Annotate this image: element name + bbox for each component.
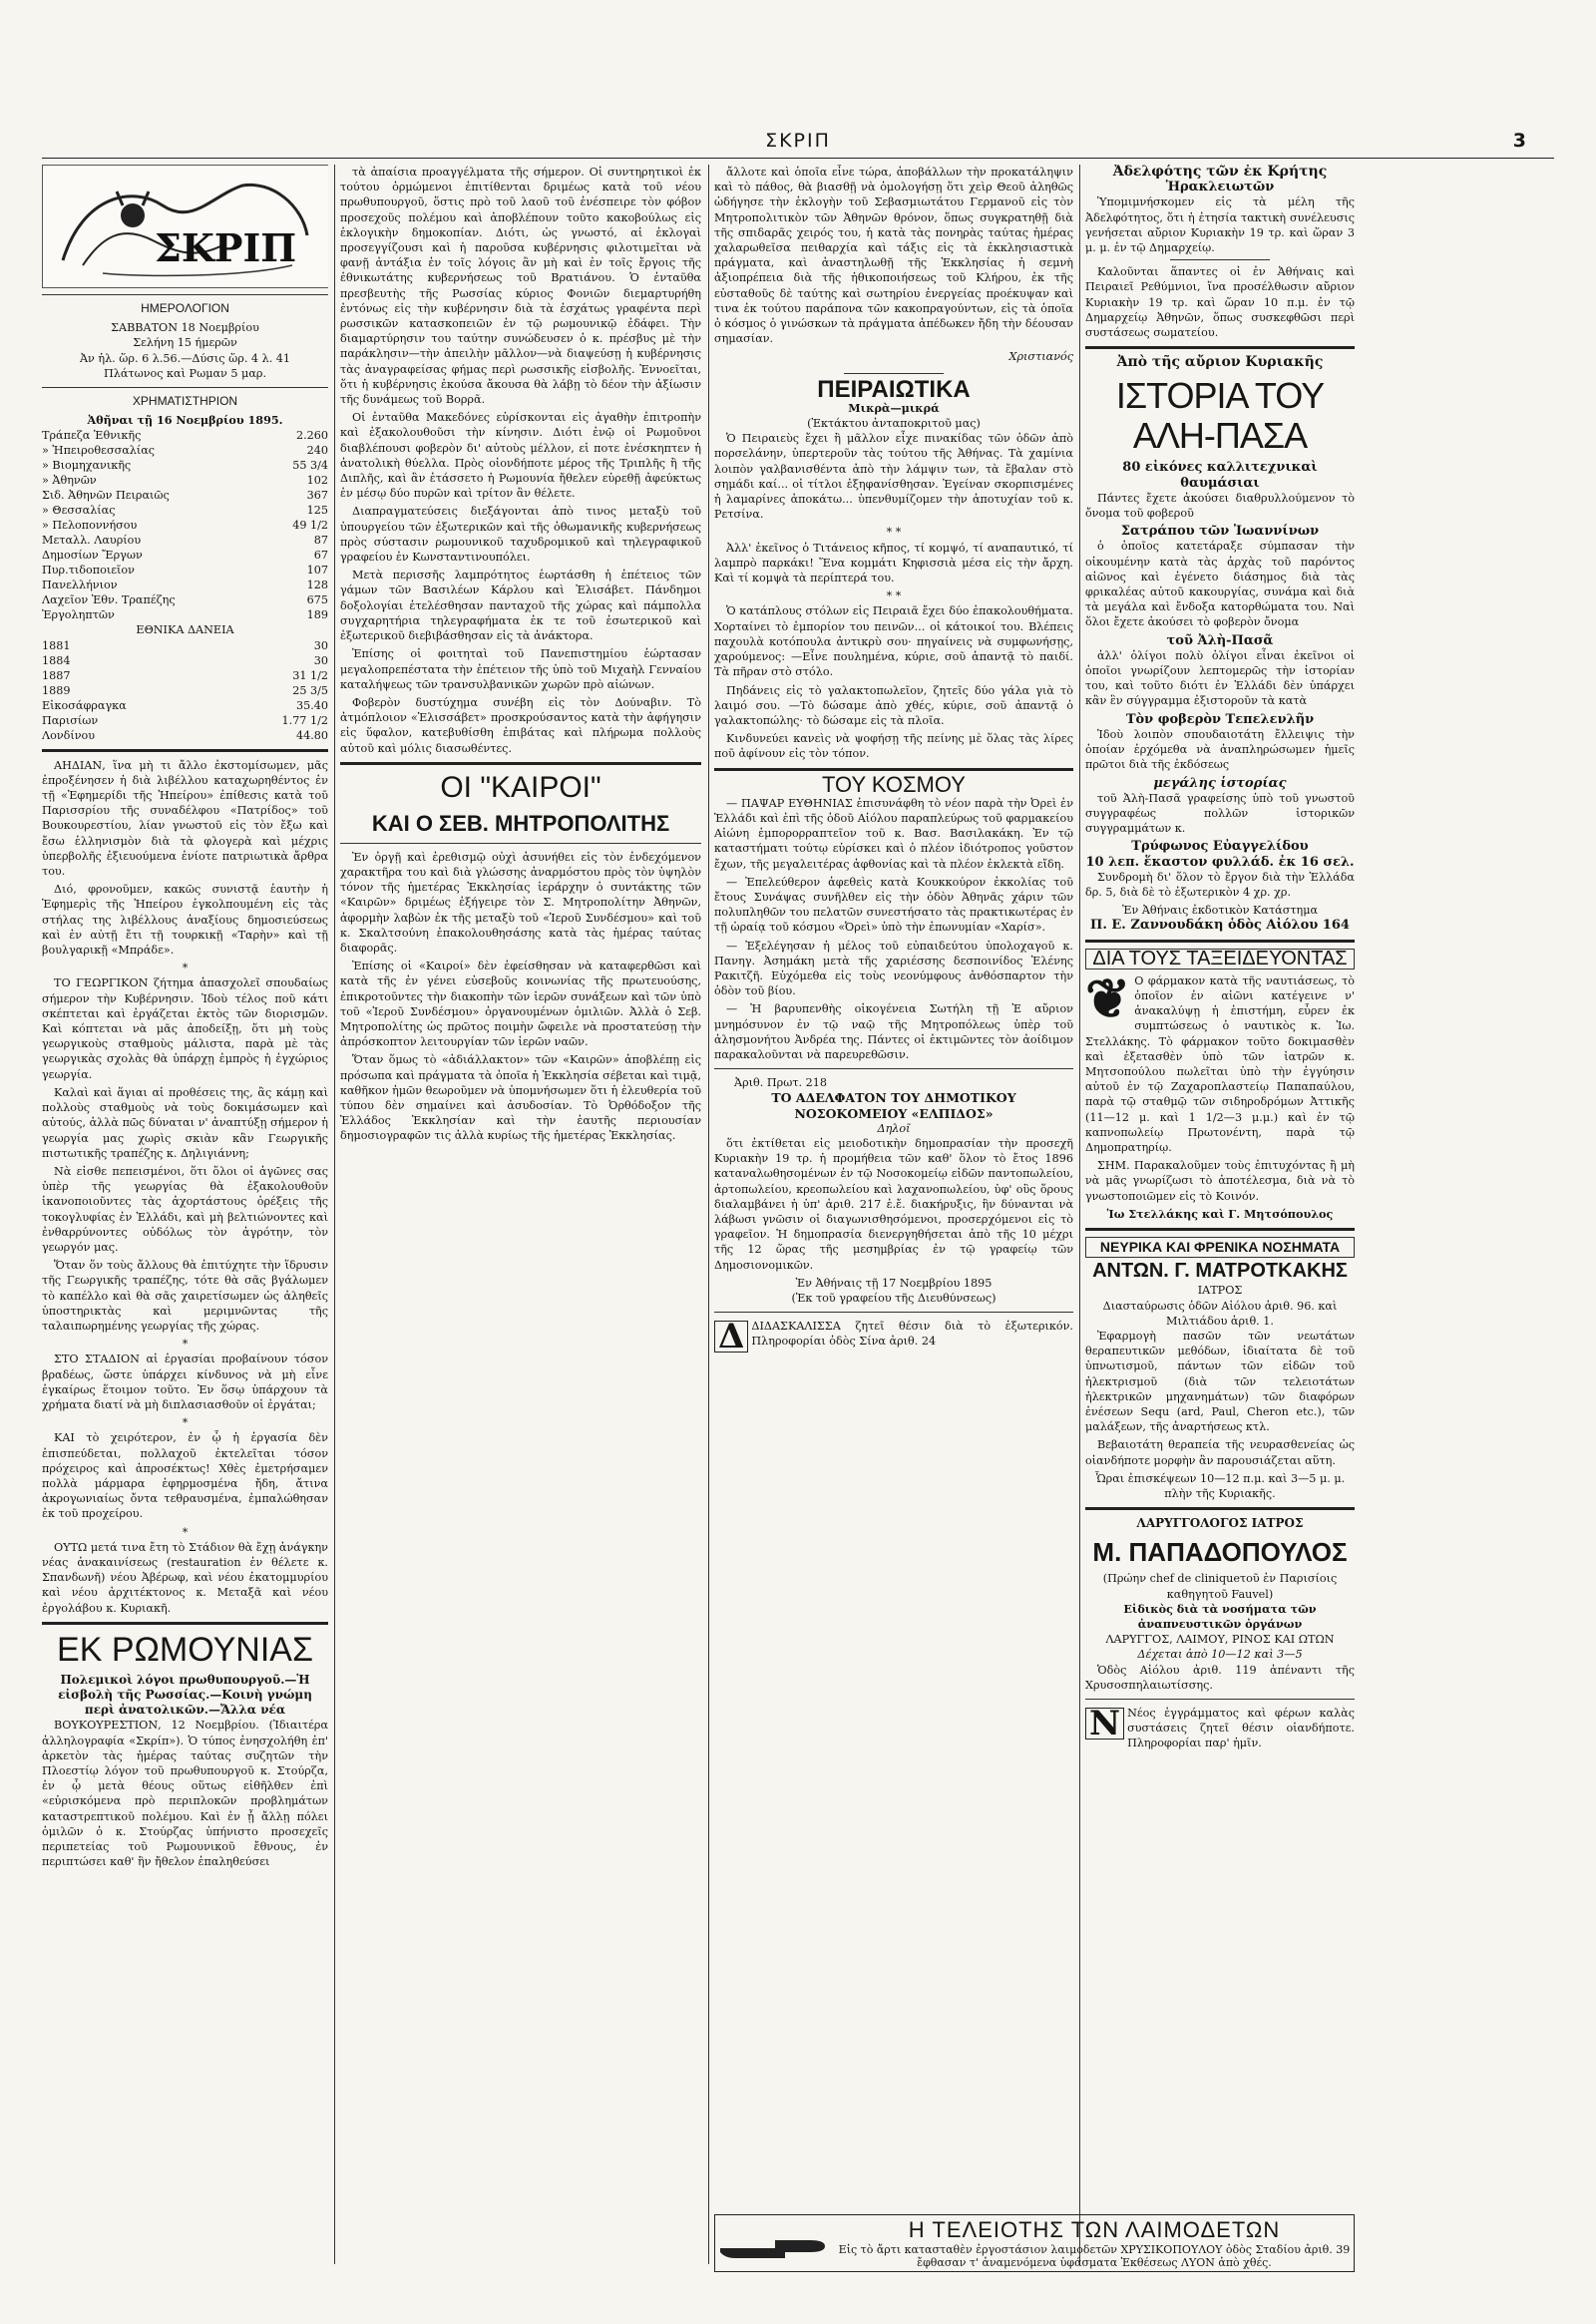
row-label: 1881 [42, 638, 71, 652]
row-label: » Θεσσαλίας [42, 504, 116, 518]
footer-ad [714, 2206, 1355, 2272]
row-value: 44.80 [295, 728, 328, 742]
kairoi-paragraph-3: Ὅταν ὅμως τὸ «ἀδιάλλακτον» τῶν «Καιρῶν» ἀποβλέπῃ εἰς πρόσωπα καὶ πράγματα τὰ ὁποῖα ἡ Ἐκκλησία σέβεται καὶ τιμᾷ, καθῆκον ἡμῶν θεωροῦμεν νὰ ὑπομνήσωμεν ὅτι ἡ ἐλευθερία τοῦ τύπου δὲν σημαίνει καὶ ἀσυδοσίαν. Τὸ Ὀρθόδοξον τῆς Ἑλλάδος Ἐκκλησίαν καὶ τὴν ἑαυτῆς περιουσίαν δημοσιογραφῶν τις ἀλλὰ κυρίως τῆς ἡμετέρας Ἐκκλησίας. [340, 1053, 701, 1143]
row-label: » Πελοποννήσου [42, 519, 138, 533]
devil-logo-illustration [42, 165, 328, 288]
ali-text: Πάντες ἔχετε ἀκούσει διαθρυλλούμενον τὸ ὄνομα τοῦ φοβεροῦ [1085, 491, 1355, 521]
row-value: 675 [306, 593, 328, 607]
row-value: 2.260 [295, 429, 328, 443]
kosmou-title: ΤΟΥ ΚΟΣΜΟΥ [822, 771, 966, 797]
ali-bold-4: μεγάλης ἱστορίας [1153, 775, 1287, 791]
row-value: 49 1/2 [292, 519, 328, 533]
kosmou-4: — Ἡ βαρυπενθὴς οἰκογένεια Σωτήλη τῇ Ἐ αὔριον μνημόσυνον ἐν τῷ ναῷ τῆς Μητροπόλεως ὑπὲρ τοῦ ἀλησμονήτου Ἀνδρέα της. Πάντες οἱ ἐκτιμῶντες τὸν ἀοίδιμον παρακαλοῦνται νὰ παρευρεθῶσιν. [714, 1002, 1073, 1061]
calendar-saints: Πλάτωνος καὶ Ρωμαν 5 μαρ. [103, 366, 267, 380]
column-2 [340, 165, 701, 2264]
ali-author: Τρύφωνος Εὐαγγελίδου [1131, 839, 1309, 855]
row-label: Σιδ. Ἀθηνῶν Πειραιῶς [42, 489, 170, 503]
row-value: 367 [306, 489, 328, 503]
row-value: 31 1/2 [292, 668, 328, 682]
row-label: Εἰκοσάφραγκα [42, 698, 127, 712]
kairoi-subtitle: ΚΑΙ Ο ΣΕΒ. ΜΗΤΡΟΠΟΛΙΤΗΣ [371, 810, 670, 836]
youth-ad: Νέος ἐγγράμματος καὶ φέρων καλὰς συστάσεις ζητεῖ θέσιν οἱανδήποτε. Πληροφορίαι παρ' ἡμῖν. [1127, 1707, 1355, 1750]
row-label: Πυρ.τιδοποιεῖον [42, 564, 135, 578]
article-outo: ΟΥΤΩ μετά τινα ἔτη τὸ Στάδιον θὰ ἔχῃ ἀνάγκην νέας ἀνακαινίσεως (restauration ἐν θέλετε κ. Σπανδωνῆ) νέου Ἀβέρωφ, καὶ νέου ἐκατομμυρίου καὶ νέου ἀρχιτέκτονος κ. Μεταξᾶ καὶ νέου ἐργολάβου κ. Κυριακῆ. [42, 1540, 328, 1615]
article-georgikon: ΤΟ ΓΕΩΡΓΙΚΟΝ ζήτημα ἀπασχολεῖ σπουδαίως σήμερον τὴν Κυβέρνησιν. Ἰδοὺ τέλος ποῦ κάτι σκέπτεται καὶ ἐργάζεται ἐκτὸς τῶν διορισμῶν. Καὶ κόπτεται νὰ μᾶς ἀποδείξῃ, ὅτι μὴ τοὺς γεωργικοὺς σταθμοὺς μάλιστα, παρὰ μὲ τὰς γεωργικὰς σχολὰς θὰ ὑπάρχῃ ἐμπρὸς ἡ ἐγχώριος γεωργία. [42, 976, 328, 1081]
adelfato-date: Ἐν Ἀθήναις τῇ 17 Νοεμβρίου 1895 [795, 1276, 993, 1290]
adelfato-signature: (Ἐκ τοῦ γραφείου τῆς Διευθύνσεως) [791, 1292, 997, 1306]
crete-text: Ὑπομιμνήσκομεν εἰς τὰ μέλη τῆς Ἀδελφότητος, ὅτι ἡ ἐτησία τακτικὴ συνέλευσις γενήσεται αὔριον Κυριακὴν 19 τρ. καὶ ὥραν 3 μ. μ. ἐν τῷ Δημαρχείῳ. [1085, 195, 1355, 255]
ali-title: ΙΣΤΟΡΙΑ ΤΟΥ ΑΛΗ-ΠΑΣΑ [1115, 375, 1325, 457]
table-row [42, 592, 328, 607]
travel-signature: Ἰω Στελλάκης καὶ Γ. Μητσόπουλος [1106, 1206, 1334, 1221]
row-label: Λονδίνου [42, 728, 96, 742]
row-value: 35.40 [295, 698, 328, 712]
romounia-subtitle: Πολεμικοὶ λόγοι πρωθυπουργοῦ.—Ἡ εἰσβολὴ τῆς Ρωσσίας.—Κοινὴ γνώμη περὶ ἀνατολικῶν.—Ἄλλα νέα [58, 1672, 312, 1718]
ali-subscription: Συνδρομὴ δι' ὅλον τὸ ἔργον διὰ τὴν Ἑλλάδα δρ. 5, διὰ δὲ τὸ ἐξωτερικὸν 4 χρ. χρ. [1085, 870, 1355, 899]
table-row [42, 607, 328, 622]
laryngologist-name: Μ. ΠΑΠΑΔΟΠΟΥΛΟΣ [1092, 1537, 1348, 1568]
row-value: 107 [306, 564, 328, 578]
ali-bold-1: Σατράπου τῶν Ἰωαννίνων [1120, 524, 1320, 540]
peiraiotika-source: (Ἐκτάκτου ἀνταποκριτοῦ μας) [807, 417, 981, 431]
logo-text: ΣΚΡΙΠ [155, 225, 297, 270]
row-label: Τράπεζα Ἐθνικῆς [42, 429, 142, 443]
signature-christianos: Χριστιανός [1008, 350, 1073, 364]
doctor-banner: ΝΕΥΡΙΚΑ ΚΑΙ ΦΡΕΝΙΚΑ ΝΟΣΗΜΑΤΑ [1085, 1237, 1355, 1258]
article-ahdian-2: Διό, φρονοῦμεν, κακῶς συνιστᾷ ἑαυτὴν ἡ Ἐφημερὶς τῆς Ἠπείρου ἐγκολπουμένη εἰς τὰς στήλας της λιβέλλους ἀναξίους δημοσιεύσεως καὶ ἐν αὐτῇ ἔτι τῇ τουρκικῇ «Ταρὴν» καὶ τῇ βουλγαρικῇ «Μπράδε». [42, 883, 328, 958]
row-value: 25 3/5 [292, 683, 328, 697]
calendar-day: ΣΑΒΒΑΤΟΝ 18 Νοεμβρίου [111, 321, 259, 335]
table-row [42, 533, 328, 548]
protocol-number: Ἀριθ. Πρωτ. 218 [734, 1076, 828, 1090]
table-row [42, 683, 328, 698]
table-row [42, 638, 328, 653]
ali-price: 10 λεπ. ἕκαστον φυλλάδ. ἐκ 16 σελ. [1085, 854, 1355, 870]
exchange-date: Ἀθῆναι τῇ 16 Νοεμβρίου 1895. [87, 413, 283, 428]
row-label: Παρισίων [42, 713, 99, 727]
ali-text-3: ἀλλ' ὀλίγοι πολὺ ὀλίγοι εἶναι ἐκεῖνοι οἱ ὁποῖοι γνωρίζουν λεπτομερῶς τὴν ἱστορίαν του, καὶ τοῦτο διότι ἐν Ἑλλάδι δὲν ὑπάρχει κἂν ἓν σύγγραμμα ἐξιστοροῦν τὰ κατὰ [1085, 648, 1355, 708]
column-rule [334, 165, 335, 2264]
romounia-text: ΒΟΥΚΟΥΡΕΣΤΙΟΝ, 12 Νοεμβρίου. (Ἰδιαιτέρα ἀλληλογραφία «Σκρίπ»). Ὁ τύπος ἐνησχολήθη ἐπ' ἀρκετὸν τὰς ἡμέρας ταύτας συζητῶν τὴν Πλοεστίῳ λόγον τοῦ πρωθυπουργοῦ κ. Στούρζα, ἐν ᾧ μετὰ θέους οὕτως εἰθῆλθεν ἐπὶ «εὐρισκόμενα πρὸ περιπλοκῶν προβλημάτων καταστρεπτικοῦ πολέμου. Καὶ ἐν ᾗ ἄλλῃ πόλει ὁμιλῶν ὁ κ. Στούρζας ὑπήνιστο προσεχεῖς περιπετείας τοῦ Ρωμουνικοῦ ἔθνους, ἐν περιπτώσει καθ' ἣν ἤθελον ἐπαληθεύσει [42, 1719, 328, 1869]
table-row [42, 578, 328, 592]
laryngologist-organs: ΛΑΡΥΓΓΟΣ, ΛΑΙΜΟΥ, ΡΙΝΟΣ ΚΑΙ ΩΤΩΝ [1105, 1633, 1335, 1647]
ali-text-4: Ἰδοὺ λοιπὸν σπουδαιοτάτη ἔλλειψις τὴν ὁποίαν ἐρχόμεθα νὰ ἀναπληρώσωμεν ἡμεῖς πρῶτοι διὰ τῆς ἐκδόσεως [1085, 727, 1355, 772]
row-label: Ἐργοληπτῶν [42, 608, 115, 622]
peiraiotika-4: Πηδάνεις εἰς τὸ γαλακτοπωλεῖον, ζητεῖς δύο γάλα γιὰ τὸ λαιμό σου. —Τὸ δώσαμε ἀπὸ χθές, κύριε, σοῦ ἀπαντᾷ ὁ γαλακτοπώλης· τὸ δώσαμε εἰς τὰ πλοῖα. [714, 683, 1073, 727]
calendar-moon: Σελήνη 15 ήμερῶν [133, 336, 237, 350]
row-value: 189 [306, 608, 328, 622]
peiraiotika-title: ΠΕΙΡΑΙΩΤΙΚΑ [817, 375, 971, 403]
row-value: 102 [306, 474, 328, 488]
table-row [42, 548, 328, 563]
table-row [42, 473, 328, 488]
crete-text-2: Καλοῦνται ἅπαντες οἱ ἐν Ἀθήναις καὶ Πειραιεῖ Ρεθύμνιοι, ἵνα προσέλθωσιν αὔριον Κυριακὴν 19 τρ. καὶ ὥραν 10 π.μ. ἐν τῷ Δημαρχείῳ Ἀθηνῶν, ὅπως συσκεφθῶσι περὶ συστάσεως σωματείου. [1085, 265, 1355, 340]
peiraiotika-5: Κινδυνεύει κανεὶς νὰ ψοφήσῃ τῆς πείνης μὲ ὅλας τὰς λίρες ποῦ ἀφίνουν εἰς τὸν τόπον. [714, 732, 1073, 761]
peiraiotika-subtitle: Μικρὰ—μικρά [848, 400, 940, 415]
laryngologist-heading: ΛΑΡΥΓΓΟΛΟΓΟΣ ΙΑΤΡΟΣ [1136, 1516, 1304, 1531]
article-ahdian: ΑΗΔΙΑΝ, ἵνα μὴ τι ἄλλο ἐκστομίσωμεν, μᾶς ἐπροξένησεν ἡ διὰ λιβέλλου καταχωρηθέντος ἐν τῇ «Ἐφημερίδι τῆς Ἠπείρου» ἐπίθεσις κατὰ τοῦ Παρισσρίου τῆς συναδέλφου «Πατρίδος» τοῦ Βουκουρεστίου, λίαν γνωστοῦ εἰς τὸν ἔξω καὶ ἔσω ἑλληνισμὸν διὰ τὰ φλογερὰ καὶ μέχρις ὑπερβολῆς ἐξιευούμενα ἐνίοτε πατριωτικὰ ἄρθρα του. [42, 758, 328, 879]
column-4: Ἀδελφότης τῶν ἐκ Κρήτης Ἡρακλειωτῶν Ὑπομιμνήσκομεν εἰς τὰ μέλη τῆς Ἀδελφότητος, ὅτι ἡ ἐτησία τακτικὴ συνέλευσις γενήσεται αὔριον Κυριακὴν 19 τρ. καὶ ὥραν 3 μ. μ. ἐν τῷ Δημαρχείῳ. Καλοῦνται ἅπαντες οἱ ἐν Ἀθήναις καὶ Πειραιεῖ Ρεθύμνιοι, ἵνα προσέλθωσιν αὔριον Κυριακὴν 19 τρ. καὶ ὥραν 10 π.μ. ἐν τῷ Δημαρχείῳ Ἀθηνῶν, ὅπως συσκεφθῶσι περὶ συστάσεως σωματείου. Ἀπὸ τῆς αὔριον Κυριακῆς ΙΣΤΟΡΙΑ ΤΟΥ ΑΛΗ-ΠΑΣΑ 80 εἰκόνες καλλιτεχνικαὶ θαυμάσιαι Πάντες ἔχετε ἀκούσει διαθρυλλούμενον τὸ ὄνομα τοῦ φοβεροῦ Σατράπου τῶν Ἰωαννίνων ὁ ὁποῖος κατετάραξε σύμπασαν τὴν οἰκουμένην κατὰ τὰς ἀρχὰς τοῦ παρόντος αἰῶνος καὶ ἐγένετο διάσημος διὰ τὰς φρικαλέας αὐτοῦ κακουργίας, συνάμα καὶ διὰ τὰ μεγάλα καὶ ἔνδοξα κατορθώματα του. Ναὶ ὅλοι ἔχετε ἀκούσει τὸ φοβερὸν ὄνομα τοῦ Ἀλὴ-Πασᾶ ἀλλ' ὀλίγοι πολὺ ὀλίγοι εἶναι ἐκεῖνοι οἱ ὁποῖοι γνωρίζουν λεπτομερῶς τὴν ἱστορίαν του, καὶ τοῦτο διότι ἐν Ἑλλάδι δὲν ὑπάρχει κἂν ἓν σύγγραμμα ἐξιστοροῦν τὰ κατὰ Τὸν φοβερὸν Τεπελενλῆν Ἰδοὺ λοιπὸν σπουδαιοτάτη ἔλλειψις τὴν ὁποίαν ἐρχόμεθα νὰ ἀναπληρώσωμεν ἡμεῖς πρῶτοι διὰ τῆς ἐκδόσεως μεγάλης ἱστορίας τοῦ Ἀλὴ-Πασᾶ γραφείσης ὑπὸ τοῦ γνωστοῦ συγγραφέως πολλῶν ἱστορικῶν συγγραμμάτων κ. Τρύφωνος Εὐαγγελίδου 10 λεπ. ἕκαστον φυλλάδ. ἐκ 16 σελ. Συνδρομὴ δι' ὅλον τὸ ἔργον διὰ τὴν Ἑλλάδα δρ. 5, διὰ δὲ τὸ ἐξωτερικὸν 4 χρ. χρ. Ἐν Ἀθήναις ἐκδοτικὸν Κατάστημα Π. Ε. Ζαννουδάκη ὁδὸς Αἰόλου 164 ΔΙΑ ΤΟΥΣ ΤΑΞΕΙΔΕΥΟΝΤΑΣ ❦ Ο φάρμακον κατὰ τῆς ναυτιάσεως, τὸ ὁποῖον ἐν αἰῶνι κατέγεινε ν' ἀνακαλύψῃ ἡ ἐπιστήμη, εὗρεν ἐκ συμπτώσεως ὁ ναυτικὸς κ. Ἰω. Στελλάκης. Τὸ φάρμακον τοῦτο δοκιμασθὲν καὶ ἐξετασθὲν ὑπὸ τῶν ἰατρῶν κ. Μητσοπούλου πωλεῖται ὑπὸ τὴν ἐγγύησιν αὐτοῦ ἐν τῷ Ζαχαροπλαστείῳ Παπαπαύλου, παρὰ τῷ σταθμῷ τῶν σιδηροδρόμων Ἀττικῆς (11—12 μ. καὶ 1 1/2—3 μ.μ.) καὶ ἐν τῷ καπνοπωλείῳ Πρωτονέντη, παρὰ τῷ Δημοπρατηρίῳ. ΣΗΜ. Παρακαλοῦμεν τοὺς ἐπιτυχόντας ἢ μὴ νὰ μᾶς γνωρίζωσι τὸ ἀποτέλεσμα, διὰ νὰ τὸ γνωστοποιῶμεν εἰς τὸ Κοινόν. Ἰω Στελλάκης καὶ Γ. Μητσόπουλος ΝΕΥΡΙΚΑ ΚΑΙ ΦΡΕΝΙΚΑ ΝΟΣΗΜΑΤΑ ΑΝΤΩΝ. Γ. ΜΑΤΡΟΤΚΑΚΗΣ ΙΑΤΡΟΣ Διασταύρωσις ὁδῶν Αἰόλου ἀριθ. 96. καὶ Μιλτιάδου ἀριθ. 1. Ἐφαρμογὴ πασῶν τῶν νεωτάτων θεραπευτικῶν μεθόδων, ἰδιαίτατα δὲ τοῦ ὑπνωτισμοῦ, πάντων τῶν εἰδῶν τοῦ ἠλεκτρισμοῦ (διὰ τῶν τελειοτάτων ἠλεκτρικῶν μηχανημάτων) τῶν διαφόρων ἐνέσεων Sequ (ard, Paul, Cheron etc.), τῶν μαλάξεων, τῆς ἀναρτήσεως κτλ. Βεβαιοτάτη θεραπεία τῆς νευρασθενείας ὡς οἱανδήποτε μορφὴν ἂν παρουσιάζεται αὕτη. Ὧραι ἐπισκέψεων 10—12 π.μ. καὶ 3—5 μ. μ. πλὴν τῆς Κυριακῆς. ΛΑΡΥΓΓΟΛΟΓΟΣ ΙΑΤΡΟΣ Μ. ΠΑΠΑΔΟΠΟΥΛΟΣ (Πρώην chef de cliniqueτοῦ ἐν Παρισίοις καθηγητοῦ Fauvel) Εἰδικὸς διὰ τὰ νοσήματα τῶν ἀναπνευστικῶν ὀργάνων ΛΑΡΥΓΓΟΣ, ΛΑΙΜΟΥ, ΡΙΝΟΣ ΚΑΙ ΩΤΩΝ Δέχεται ἀπὸ 10—12 καὶ 3—5 Ὁδὸς Αἰόλου ἀριθ. 119 ἀπέναντι τῆς Χρυσοσπηλαιωτίσσης. Ν Νέος ἐγγράμματος καὶ φέρων καλὰς συστάσεις ζητεῖ θέσιν οἱανδήποτε. Πληροφορίαι παρ' ἡμῖν. [1085, 165, 1355, 1750]
article-georgikon-2: Καλαὶ καὶ ἅγιαι αἱ προθέσεις της, ἂς κάμῃ καὶ πολλοὺς σταθμοὺς νὰ τοὺς δοκιμάσωμεν καὶ αὐτούς, ἀλλὰ πῶς δύναται ν' ἀναπτύξῃ σήμερον ἡ γεωργία μας χωρὶς σκιὰν κἂν Γεωργικῆς πιστωτικῆς τραπέζης κ. Δηλιγιάννη; [42, 1085, 328, 1160]
doctor-text-2: Βεβαιοτάτη θεραπεία τῆς νευρασθενείας ὡς οἱανδήποτε μορφὴν ἂν παρουσιάζεται αὕτη. [1085, 1438, 1355, 1467]
kairoi-paragraph-2: Ἐπίσης οἱ «Καιροί» δὲν ἐφείσθησαν νὰ καταφερθῶσι καὶ κατὰ τῆς ἐν γένει εὐσεβοῦς κοινωνίας τῆς πρωτευούσης, ἐπικροτοῦντες τὴν διακοπὴν τῶν ἱερῶν συνάξεων καὶ τῶν ὑπὸ τοῦ «Ἱεροῦ Συνδέσμου» ὀργανουμένων ὁμιλιῶν. Ἀλλὰ ὁ Σεβ. Μητροπολίτης ὡς πρῶτος ποιμὴν ὤφειλε νὰ προστατεύσῃ τὴν ἀπρόσκοπτον λειτουργίαν τῶν ἱερῶν ναῶν. [340, 960, 701, 1049]
row-value: 240 [306, 444, 328, 458]
col2-paragraph-6: Φοβερὸν δυστύχημα συνέβη εἰς τὸν Δούναβιν. Τὸ ἀτμόπλοιον «Ἐλισσάβετ» προσκρούσαντος κατὰ τὴν ἀφήγησιν εἰς ὕφαλον, κατεβυθίσθη ἐπιβάτας καὶ πλήρωμα πολλοὺς αὐτοῦ καὶ μόλις διασωθέντες. [340, 695, 701, 755]
laryngologist-hours: Δέχεται ἀπὸ 10—12 καὶ 3—5 [1137, 1648, 1303, 1662]
top-rule [42, 158, 1554, 159]
table-row [42, 713, 328, 728]
teacher-ad: ΔΙΔΑΣΚΑΛΙΣΣΑ ζητεῖ θέσιν διὰ τὸ ἐξωτερικόν. Πληροφορίαι ὁδὸς Σίνα ἀριθ. 24 [751, 1320, 1073, 1349]
row-value: 55 3/4 [292, 459, 328, 473]
loans-heading: ΕΘΝΙΚΑ ΔΑΝΕΙΑ [136, 623, 234, 637]
row-label: » Ἀθηνῶν [42, 474, 97, 488]
article-kai-to: ΚΑΙ τὸ χειρότερον, ἐν ᾧ ἡ ἐργασία δὲν ἐπισπεύδεται, πολλαχοῦ ἐκτελεῖται τόσον πρόχειρος καὶ ἀπροσέκτως! Χθὲς ἐμετρήσαμεν πολλὰ μάρμαρα ἐφηρμοσμένα ἤδη, ἄτινα ἀκρογωνιαίως ὄντα τεθραυσμένα, ἐμπαλώθησαν ἐκ τοῦ προχείρου. [42, 1431, 328, 1521]
row-label: Λαχεῖον Ἐθν. Τραπέζης [42, 593, 176, 607]
table-row [42, 503, 328, 518]
kosmou-1: — ΠΑΨΑΡ ΕΥΘΗΝΙΑΣ ἐπισυνάφθη τὸ νέον παρὰ τὴν Ὀρεὶ ἐν Ἑλλάδι καὶ ἐπὶ τῆς ὁδοῦ Αἰόλου παραπλεύρως τοῦ φαρμακείου Αἰώνη ἐμπορορραπτεῖον τοῦ κ. Βασ. Βασιλακάκη. Ἐν τῷ καταστήματι τούτῳ εὑρίσκει καὶ ὁ πλέον ἰδιότροπος γοῦστον ἔχων, τῆς μεγαλειτέρας ἀφθονίας καὶ τὰ πλέον ἐκλεκτὰ εἴδη. [714, 796, 1073, 871]
peiraiotika-3: Ὁ κατάπλους στόλων εἰς Πειραιᾶ ἔχει δύο ἐπακολουθήματα. Χορταίνει τὸ ἐμπορίον του πεινῶν... οἱ κάτοικοί του. Βλέπεις παχουλὰ κοτόπουλα ἀντικρὺ σου· πηγαίνεις νὰ συμφωνήσῃς, χαρούμενος: —Εἶνε πουλημένα, κύριε, σοῦ ἀπαντᾷ τὸ παιδί. Τὰ πῆραν στὸ στόλο. [714, 604, 1073, 679]
travel-text: Ο φάρμακον κατὰ τῆς ναυτιάσεως, τὸ ὁποῖον ἐν αἰῶνι κατέγεινε ν' ἀνακαλύψῃ ἡ ἐπιστήμη, εὗρεν ἐκ συμπτώσεως ὁ ναυτικὸς κ. Ἰω. Στελλάκης. Τὸ φάρμακον τοῦτο δοκιμασθὲν καὶ ἐξετασθὲν ὑπὸ τῶν ἰατρῶν κ. Μητσοπούλου πωλεῖται ὑπὸ τὴν ἐγγύησιν αὐτοῦ ἐν τῷ Ζαχαροπλαστείῳ Παπαπαύλου, παρὰ τῷ σταθμῷ τῶν σιδηροδρόμων Ἀττικῆς (11—12 μ. καὶ 1 1/2—3 μ.μ.) καὶ ἐν τῷ καπνοπωλείῳ Πρωτονέντη, παρὰ τῷ Δημοπρατηρίῳ. [1085, 973, 1355, 1154]
col2-paragraph-1: τὰ ἀπαίσια προαγγέλματα τῆς σήμερον. Οἱ συντηρητικοὶ ἐκ τούτου ὁρμώμενοι ἐπιτίθενται δριμέως κατὰ τοῦ νέου πρωθυπουργοῦ, ὅστις πρὸ τοῦ λαοῦ τοῦ ἐνέσπειρε τὸν φόβον προσεχοῦς πολέμου καὶ ἀποβλέπουν τοῦτο κακοβούλως εἰς ἐκλογικὴν δημοκοπίαν. Διότι, ὡς γνωστό, αἱ ἐκλογαὶ προσεγγίζουσι καὶ ἡ παροῦσα κυβέρνησις φιλοτιμεῖται νὰ φανῇ ἀντάξια ἐν τοῖς λόγοις ἂν μὴ καὶ ἐν τοῖς ἔργοις τῆς ἐθνικωτάτης κυβερνήσεως τοῦ Βρατιάνου. Ὁ ἐνταῦθα πρεσβευτὴς τῆς Ρωσσίας κύριος Φονιῶν διεμαρτυρήθη ἐντόνως εἰς τὴν κυβέρνησιν διὰ τὰ ἐσχάτως γραφέντα περὶ ρωσσικῶν κατασκοπειῶν ἐν τῷ ρωμουνικῷ ἐδάφει. Τὴν διαμαρτύρησιν του ταύτην συνώδευσεν ὁ κ. πρέσβυς μὲ τὴν παράκλησιν—τὴν ἀπειλὴν μᾶλλον—νὰ διαψεύσῃ ἡ κυβέρνησις τὰς ἀναγραφείσας φήμας περὶ ρωσσικῆς εἰσβολῆς. Ἐννοεῖται, ὅτι ἡ κυβέρνησις ἐκούσα ἄκουσα θὰ λάβῃ τὸ δέον τὴν ἀξίωσιν τῆς δυνάμεως τοῦ Βορρᾶ. [340, 166, 701, 407]
col2-paragraph-5: Ἐπίσης οἱ φοιτηταὶ τοῦ Πανεπιστημίου ἑώρτασαν μεγαλοπρεπέστατα τὴν ἐπέτειον τῆς ὑπὸ τοῦ Μιχαὴλ Γενναίου καταλήψεως τῶν τρανσυλβανικῶν χωρῶν πρὸ αἰώνων. [340, 647, 701, 691]
row-value: 30 [313, 653, 328, 667]
row-value: 30 [313, 638, 328, 652]
column-rule [708, 165, 709, 2264]
laryngologist-previous: (Πρώην chef de cliniqueτοῦ ἐν Παρισίοις καθηγητοῦ Fauvel) [1102, 1572, 1338, 1601]
doctor-name: ΑΝΤΩΝ. Γ. ΜΑΤΡΟΤΚΑΚΗΣ [1092, 1260, 1348, 1283]
romounia-title: ΕΚ ΡΩΜΟΥΝΙΑΣ [57, 1630, 313, 1669]
row-label: » Ἠπειροθεσσαλίας [42, 444, 156, 458]
peiraiotika-2: Ἀλλ' ἐκεῖνος ὁ Τιτάνειος κῆπος, τί κομψό, τί αναπαυτικό, τί λαμπρὸ παρκάκι! Ἕνα κομμάτι Κηφισσιὰ μέσα εἰς τὴν ἄρχη. Καὶ τί κομψὰ τὰ περίπτερά του. [714, 541, 1073, 585]
row-value: 67 [313, 549, 328, 563]
kairoi-paragraph-1: Ἐν ὀργῇ καὶ ἐρεθισμῷ οὐχὶ ἀσυνήθει εἰς τὸν ἐνδεχόμενον χαρακτῆρα του καὶ διὰ γλώσσης ἀναρμόστου πρὸς τὸν ὑψηλὸν τόνον τῆς ἡμετέρας Ἐκκλησίας ἱεράρχην ὁ συντάκτης τῶν «Καιρῶν» δριμέως ἐξήγειρε τὸν Σ. Μητροπολίτην Ἀθηνῶν, ἀφορμὴν λαβὼν ἐκ τῆς μεταξὺ τοῦ «Ἱεροῦ Συνδέσμου» καὶ τοῦ κ. Σκαλτσούνη ἐπακολουθησάσης κατὰ τὰς ἡμέρας ταύτας διαφορᾶς. [340, 850, 701, 955]
table-row [42, 443, 328, 458]
ali-top: Ἀπὸ τῆς αὔριον Κυριακῆς [1116, 354, 1324, 371]
table-row [42, 458, 328, 473]
row-label: Πανελλήνιον [42, 579, 118, 592]
article-stadion: ΣΤΟ ΣΤΑΔΙΟΝ αἱ ἐργασίαι προβαίνουν τόσον βραδέως, ὥστε ὑπάρχει κίνδυνος νὰ μὴ εἶνε ἐγκαίρως ἕτοιμον τοῦτο. Ἐν ὅσῳ ὑπάρχουν τὰ χρήματα διατί νὰ μὴ διπλασιασθοῦν οἱ ἐργάται; [42, 1353, 328, 1411]
masthead [42, 130, 1554, 160]
column-1: ΣΚΡΙΠ ΗΜΕΡΟΛΟΓΙΟΝ ΣΑΒΒΑΤΟΝ 18 Νοεμβρίου Σελήνη 15 ήμερῶν Ἀν ἡλ. ὥρ. 6 λ.56.—Δύσις ὥρ. 4 λ. 41 Πλάτωνος καὶ Ρωμαν 5 μαρ. ΧΡΗΜΑΤΙΣΤΗΡΙΟΝ Ἀθῆναι τῇ 16 Νοεμβρίου 1895. Τράπεζα Ἐθνικῆς 2.260 » Ἠπειροθεσσαλίας 240 » Βιομηχανικῆς 55 3/4 » Ἀθηνῶν 102 Σιδ. Ἀθηνῶν Πειραιῶς 367 » Θεσσαλίας 125 » Πελοποννήσου 49 1/2 Μεταλλ. Λαυρίου 87 Δημοσίων Ἔργων 67 Πυρ.τιδοποιεῖον 107 Πανελλήνιον 128 Λαχεῖον Ἐθν. Τραπέζης 675 Ἐργοληπτῶν 189 ΕΘΝΙΚΑ ΔΑΝΕΙΑ 1881 30 1884 30 1887 31 1/2 1889 25 3/5 Εἰκοσάφραγκα 35.40 Παρισίων 1.77 1/2 Λονδίνου 44.80 ΑΗΔΙΑΝ, ἵνα μὴ τι ἄλλο ἐκστομίσωμεν, μᾶς ἐπροξένησεν ἡ διὰ λιβέλλου καταχωρηθέντος ἐν τῇ «Ἐφημερίδι τῆς Ἠπείρου» ἐπίθεσις κατὰ τοῦ Παρισσρίου τῆς συναδέλφου «Πατρίδος» τοῦ Βουκουρεστίου, λίαν γνωστοῦ εἰς τὸν ἔξω καὶ ἔσω ἑλληνισμὸν διὰ τὰ φλογερὰ καὶ μέχρις ὑπερβολῆς ἐξιευούμενα ἐνίοτε πατριωτικὰ ἄρθρα του. Διό, φρονοῦμεν, κακῶς συνιστᾷ ἑαυτὴν ἡ Ἐφημερὶς τῆς Ἠπείρου ἐγκολπουμένη εἰς τὰς στήλας της λιβέλλους ἀναξίους δημοσιεύσεως καὶ ἐν αὐτῇ ἔτι τῇ τουρκικῇ «Ταρὴν» καὶ τῇ βουλγαρικῇ «Μπράδε». * ΤΟ ΓΕΩΡΓΙΚΟΝ ζήτημα ἀπασχολεῖ σπουδαίως σήμερον τὴν Κυβέρνησιν. Ἰδοὺ τέλος ποῦ κάτι σκέπτεται καὶ ἐργάζεται ἐκτὸς τῶν διορισμῶν. Καὶ κόπτεται νὰ μᾶς ἀποδείξῃ, ὅτι μὴ τοὺς γεωργικοὺς σταθμοὺς μάλιστα, παρὰ μὲ τὰς γεωργικὰς σχολὰς θὰ ὑπάρχῃ ἐμπρὸς ἡ ἐγχώριος γεωργία. Καλαὶ καὶ ἅγιαι αἱ προθέσεις της, ἂς κάμῃ καὶ πολλοὺς σταθμοὺς νὰ τοὺς δοκιμάσωμεν καὶ αὐτούς, ἀλλὰ πῶς δύναται ν' ἀναπτύξῃ σήμερον ἡ γεωργία μας χωρὶς σκιὰν κἂν Γεωργικῆς πιστωτικῆς τραπέζης κ. Δηλιγιάννη; Νὰ εἰσθε πεπεισμένοι, ὅτι ὅλοι οἱ ἀγῶνες σας ὑπὲρ τῆς γεωργίας θὰ ἐξακολουθοῦν ἱκανοποιοῦντες τὰς ἀχορτάστους ὀρέξεις τῆς τοκογλυφίας ἐν Ἑλλάδι, καὶ μὴ βελτιώνοντες καὶ ἐνθαρρύνοντες οὐδόλως τὸν ἀγρότην, τὸν γεωργόν μας. Ὅταν ὅν τοὺς ἄλλους θὰ ἐπιτύχητε τὴν ἵδρυσιν τῆς Γεωργικῆς τραπέζης, τότε θὰ σᾶς βγάλωμεν τὸ καπέλλο καὶ θὰ σᾶς χαιρετίσωμεν ὡς ἀληθεῖς ὑποστηρικτὰς καὶ μεριμνῶντας τῆς ταλαιπωρημένης γεωργίας τῆς χώρας. * ΣΤΟ ΣΤΑΔΙΟΝ αἱ ἐργασίαι προβαίνουν τόσον βραδέως, ὥστε ὑπάρχει κίνδυνος νὰ μὴ εἶνε ἐγκαίρως ἕτοιμον τοῦτο. Ἐν ὅσῳ ὑπάρχουν τὰ χρήματα διατί νὰ μὴ διπλασιασθοῦν οἱ ἐργάται; * ΚΑΙ τὸ χειρότερον, ἐν ᾧ ἡ ἐργασία δὲν ἐπισπεύδεται, πολλαχοῦ ἐκτελεῖται τόσον πρόχειρος καὶ ἀπροσέκτως! Χθὲς ἐμετρήσαμεν πολλὰ μάρμαρα ἐφηρμοσμένα ἤδη, ἄτινα ἀκρογωνιαίως ὄντα τεθραυσμένα, ἐμπαλώθησαν ἐκ τοῦ προχείρου. * ΟΥΤΩ μετά τινα ἔτη τὸ Στάδιον θὰ ἔχῃ ἀνάγκην νέας ἀνακαινίσεως (restauration ἐν θέλετε κ. Σπανδωνῆ) νέου Ἀβέρωφ, καὶ νέου ἐκατομμυρίου καὶ νέου ἀρχιτέκτονος κ. Μεταξᾶ καὶ νέου ἐργολάβου κ. Κυριακῆ. ΕΚ ΡΩΜΟΥΝΙΑΣ Πολεμικοὶ λόγοι πρωθυπουργοῦ.—Ἡ εἰσβολὴ τῆς Ρωσσίας.—Κοινὴ γνώμη περὶ ἀνατολικῶν.—Ἄλλα νέα ΒΟΥΚΟΥΡΕΣΤΙΟΝ, 12 Νοεμβρίου. (Ἰδιαιτέρα ἀλληλογραφία «Σκρίπ»). Ὁ τύπος ἐνησχολήθη ἐπ' ἀρκετὸν τὰς ἡμέρας ταύτας συζητῶν τὴν Πλοεστίῳ λόγον τοῦ πρωθυπουργοῦ κ. Στούρζα, ἐν ᾧ μετὰ θέους οὕτως εἰθῆλθεν ἐπὶ «εὐρισκόμενα πρὸ περιπλοκῶν προβλημάτων καταστρεπτικοῦ πολέμου. Καὶ ἐν ᾗ ἄλλῃ πόλει ὁμιλῶν ὁ κ. Στούρζας ὑπήνιστο προσεχεῖς περιπετείας τοῦ Ρωμουνικοῦ ἔθνους, ἐν περιπτώσει καθ' ἣν ἤθελον ἐπαληθεύσει [42, 165, 328, 2264]
calendar-heading: ΗΜΕΡΟΛΟΓΙΟΝ [141, 301, 229, 315]
ali-text-2: ὁ ὁποῖος κατετάραξε σύμπασαν τὴν οἰκουμένην κατὰ τὰς ἀρχὰς τοῦ παρόντος αἰῶνος καὶ ἐγένετο διάσημος διὰ τὰς φρικαλέας αὐτοῦ κακουργίας, συνάμα καὶ διὰ τὰ μεγάλα καὶ ἔνδοξα κατορθώματα του. Ναὶ ὅλοι ἔχετε ἀκούσει τὸ φοβερὸν ὄνομα [1085, 540, 1355, 629]
peiraiotika-1: Ὁ Πειραιεὺς ἔχει ἢ μᾶλλον εἶχε πινακίδας τῶν ὁδῶν ἀπὸ πορσελάνην, ὑπερτεροῦν τὰς τούτου τῆς Ἀθήνας. Τὰ χαμίνια λοιπὸν γαλβανισθέντα ἀπὸ τὴν λάμψιν των, τὰ ἔβαλαν στὸ σημάδι καί... οἱ τίτλοι ἐξηφανίσθησαν. Ἐγείναν σκορπισμένες ἡ λαμαρίνες ἀποκάτω... ὑπενθυμίζομεν τὴν ἀποτυχίαν τοῦ κ. Ρετσίνα. [714, 432, 1073, 522]
ali-publisher: Π. Ε. Ζαννουδάκη ὁδὸς Αἰόλου 164 [1090, 918, 1350, 934]
col2-paragraph-3: Διαπραγματεύσεις διεξάγονται ἀπὸ τινος μεταξὺ τοῦ ὑπουργείου τῶν ἐξωτερικῶν καὶ τῆς ὀθωμανικῆς κυβερνήσεως πρὸς σύστασιν ρωμουνικοῦ ταχυδρομικοῦ καὶ τηλεγραφικοῦ γραφείου ἐν Κωνσταντινουπόλει. [340, 505, 701, 565]
table-row [42, 428, 328, 443]
table-row [42, 488, 328, 503]
loans-table [42, 638, 328, 743]
table-row [42, 518, 328, 533]
kosmou-3: — Ἐξελέγησαν ἡ μέλος τοῦ εὐπαιδεύτου ὑπολοχαγοῦ κ. Πανηγ. Ἀσημάκη μετὰ τῆς χαριέσσης δεσποινίδος Ἑλένης Ρακιτζῆ. Εὐχόμεθα εἰς τοὺς νεονύμφους ἀνθόσπαρτον τὴν ὁδὸν τοῦ βίου. [714, 939, 1073, 998]
row-value: 125 [306, 504, 328, 518]
table-row [42, 698, 328, 713]
bell-glyph-icon: ❦ [1085, 966, 1131, 1030]
row-label: » Βιομηχανικῆς [42, 459, 132, 473]
column-3: ἄλλοτε καὶ ὁποῖα εἶνε τώρα, ἀποβάλλων τὴν προκατάληψιν καὶ τὸ πάθος, θὰ βιασθῇ νὰ ὁμολογήσῃ ὅτι χεὶρ Θεοῦ ἀληθῶς ὡδήγησε τὴν ἐκλογὴν τοῦ Σεβασμιωτάτου Γερμανοῦ εἰς τὸν Μητροπολιτικὸν τῶν Ἀθηνῶν θρόνον, ὅπως συγκρατηθῇ διὰ τῆς σπιδαρᾶς χειρός του, ἡ κατὰ τὰς πονηρὰς ταύτας ἡμέρας χαλαρωθεῖσα πειθαρχία καὶ τάξις εἰς τὰ ἐκκλησιαστικὰ πράγματα, καὶ ἀναστηλωθῇ τῆς Ἐκκλησίας ἡ σεμνὴ ἀξιοπρέπεια διὰ τῆς ἠθικοποιήσεως τοῦ Κλήρου, ἐκ τῆς εὐσταθοῦς δὲ ταύτης καὶ σωτηρίου ἐνεργείας προέκυψαν καὶ τινα ἐκ τούτου παράπονα τῶν κακοπραγούντων, εἰς τὰ ὁποῖα ὁ κόσμος ὁ γινώσκων τὰ πράγματα ἀπέδωκεν ἤδη τὴν δέουσαν σημασίαν. Χριστιανός ΠΕΙΡΑΙΩΤΙΚΑ Μικρὰ—μικρά (Ἐκτάκτου ἀνταποκριτοῦ μας) Ὁ Πειραιεὺς ἔχει ἢ μᾶλλον εἶχε πινακίδας τῶν ὁδῶν ἀπὸ πορσελάνην, ὑπερτεροῦν τὰς τούτου τῆς Ἀθήνας. Τὰ χαμίνια λοιπὸν γαλβανισθέντα ἀπὸ τὴν λάμψιν των, τὰ ἔβαλαν στὸ σημάδι καί... οἱ τίτλοι ἐξηφανίσθησαν. Ἐγείναν σκορπισμένες ἡ λαμαρίνες ἀποκάτω... ὑπενθυμίζομεν τὴν ἀποτυχίαν τοῦ κ. Ρετσίνα. * * Ἀλλ' ἐκεῖνος ὁ Τιτάνειος κῆπος, τί κομψό, τί αναπαυτικό, τί λαμπρὸ παρκάκι! Ἕνα κομμάτι Κηφισσιὰ μέσα εἰς τὴν ἄρχη. Καὶ τί κομψὰ τὰ περίπτερά του. * * Ὁ κατάπλους στόλων εἰς Πειραιᾶ ἔχει δύο ἐπακολουθήματα. Χορταίνει τὸ ἐμπορίον του πεινῶν... οἱ κάτοικοί του. Βλέπεις παχουλὰ κοτόπουλα ἀντικρὺ σου· πηγαίνεις νὰ συμφωνήσῃς, χαρούμενος: —Εἶνε πουλημένα, κύριε, σοῦ ἀπαντᾷ τὸ παιδί. Τὰ πῆραν στὸ στόλο. Πηδάνεις εἰς τὸ γαλακτοπωλεῖον, ζητεῖς δύο γάλα γιὰ τὸ λαιμό σου. —Τὸ δώσαμε ἀπὸ χθές, κύριε, σοῦ ἀπαντᾷ ὁ γαλακτοπώλης· τὸ δώσαμε εἰς τὰ πλοῖα. Κινδυνεύει κανεὶς νὰ ψοφήσῃ τῆς πείνης μὲ ὅλας τὰς λίρες ποῦ ἀφίνουν εἰς τὸν τόπον. ΤΟΥ ΚΟΣΜΟΥ — ΠΑΨΑΡ ΕΥΘΗΝΙΑΣ ἐπισυνάφθη τὸ νέον παρὰ τὴν Ὀρεὶ ἐν Ἑλλάδι καὶ ἐπὶ τῆς ὁδοῦ Αἰόλου παραπλεύρως τοῦ φαρμακείου Αἰώνη ἐμπορορραπτεῖον τοῦ κ. Βασ. Βασιλακάκη. Ἐν τῷ καταστήματι τούτῳ εὑρίσκει καὶ ὁ πλέον ἰδιότροπος γοῦστον ἔχων, τῆς μεγαλειτέρας ἀφθονίας καὶ τὰ πλέον ἐκλεκτὰ εἴδη. — Ἐπελεύθερον ἀφεθεὶς κατὰ Κουκκούρον ἐκκολίας τοῦ ἔτους Συνάψας συνῆλθεν εἰς τὴν ὁδὸν Ἀθηνᾶς χάριν τῶν πολυπληθῶν του πελατῶν συνεστήσατο τὰς πρακτικωτέρας ἐν τῇ ὡραίᾳ τοῦ κόσμου «Ὀρεὶ» ὑπὸ τὴν ἐπωνυμίαν «Χαρίσ». — Ἐξελέγησαν ἡ μέλος τοῦ εὐπαιδεύτου ὑπολοχαγοῦ κ. Πανηγ. Ἀσημάκη μετὰ τῆς χαριέσσης δεσποινίδος Ἑλένης Ρακιτζῆ. Εὐχόμεθα εἰς τοὺς νεονύμφους ἀνθόσπαρτον τὴν ὁδὸν τοῦ βίου. — Ἡ βαρυπενθὴς οἰκογένεια Σωτήλη τῇ Ἐ αὔριον μνημόσυνον ἐν τῷ ναῷ τῆς Μητροπόλεως ὑπὲρ τοῦ ἀλησμονήτου Ἀνδρέα της. Πάντες οἱ ἐκτιμῶντες τὸν ἀοίδιμον παρακαλοῦνται νὰ παρευρεθῶσιν. Ἀριθ. Πρωτ. 218 ΤΟ ΑΔΕΛΦΑΤΟΝ ΤΟΥ ΔΗΜΟΤΙΚΟΥ ΝΟΣΟΚΟΜΕΙΟΥ «ΕΛΠΙΔΟΣ» Δηλοῖ ὅτι ἐκτίθεται εἰς μειοδοτικὴν δημοπρασίαν τὴν προσεχῆ Κυριακὴν 19 τρ. ἡ προμήθεια τῶν καθ' ὅλον τὸ ἔτος 1896 καταναλωθησομένων ἐν τῷ Νοσοκομείῳ εἰδῶν παντοπωλείου, ἀρτοπωλείου, κρεοπωλείου καὶ λαχανοπωλείου, ὑφ' οὓς ὅρους διαλαμβάνει ἡ ὑπ' ἀριθ. 217 ἐ.ἔ. διακήρυξις, ἣν δύνανται νὰ λάβωσι γνῶσιν οἱ διαγωνισθησόμενοι, προσερχόμενοι εἰς τὸ γραφεῖον. Ἡ δημοπρασία διενεργηθήσεται ἀπὸ τῆς 10 μέχρι τῆς 12 ὥρας τῆς μεσημβρίας ἐν τῷ γραφείῳ τῶν Δημοσιονομικῶν. Ἐν Ἀθήναις τῇ 17 Νοεμβρίου 1895 (Ἐκ τοῦ γραφείου τῆς Διευθύνσεως) Δ ΔΙΔΑΣΚΑΛΙΣΣΑ ζητεῖ θέσιν διὰ τὸ ἐξωτερικόν. Πληροφορίαι ὁδὸς Σίνα ἀριθ. 24 [714, 166, 1073, 1357]
ali-bold-3: Τὸν φοβερὸν Τεπελενλῆν [1125, 711, 1315, 727]
ali-subtitle: 80 εἰκόνες καλλιτεχνικαὶ θαυμάσιαι [1122, 460, 1318, 491]
row-label: 1884 [42, 653, 71, 667]
row-value: 128 [306, 579, 328, 592]
travel-note: ΣΗΜ. Παρακαλοῦμεν τοὺς ἐπιτυχόντας ἢ μὴ νὰ μᾶς γνωρίζωσι τὸ ἀποτέλεσμα, διὰ νὰ τὸ γνωστοποιῶμεν εἰς τὸ Κοινόν. [1085, 1159, 1355, 1203]
article-georgikon-4: Ὅταν ὅν τοὺς ἄλλους θὰ ἐπιτύχητε τὴν ἵδρυσιν τῆς Γεωργικῆς τραπέζης, τότε θὰ σᾶς βγάλωμεν τὸ καπέλλο καὶ θὰ σᾶς χαιρετίσωμεν ὡς ἀληθεῖς ὑποστηρικτὰς καὶ μεριμνῶντας τῆς ταλαιπωρημένης γεωργίας τῆς χώρας. [42, 1259, 328, 1333]
table-row [42, 668, 328, 683]
col2-paragraph-2: Οἱ ἐνταῦθα Μακεδόνες εὑρίσκονται εἰς ἀγαθὴν ἐπιτροπὴν καὶ ἐξακολουθοῦσι τὴν κίνησιν. Διότι ἐνῷ οἱ Ρωμοῦνοι διαβλέπουσι φοβερὸν δι' αὐτοὺς μέλλον, εἰ ποτε ἐνέσκηπτεν ἡ ἀνατολικὴ θύελλα. Πρὸς οἱονδήποτε μέρος τῆς Τριπλῆς ἢ τῆς Διπλῆς, καὶ ἂν ἐτάσσετο ἡ Ρωμουνία ἤθελεν εὑρεθῇ ἀφεύκτως ἐν μέσῳ δύο πυρῶν καὶ τρίτον ἂν θέλετε. [340, 411, 701, 501]
travel-title: ΔΙΑ ΤΟΥΣ ΤΑΞΕΙΔΕΥΟΝΤΑΣ [1085, 949, 1355, 969]
adelfato-subtitle: Δηλοῖ [877, 1121, 911, 1135]
kosmou-2: — Ἐπελεύθερον ἀφεθεὶς κατὰ Κουκκούρον ἐκκολίας τοῦ ἔτους Συνάψας συνῆλθεν εἰς τὴν ὁδὸν Ἀθηνᾶς χάριν τῶν πολυπληθῶν του πελατῶν συνεστήσατο τὰς πρακτικωτέρας ἐν τῇ ὡραίᾳ τοῦ κόσμου «Ὀρεὶ» ὑπὸ τὴν ἐπωνυμίαν «Χαρίσ». [714, 875, 1073, 935]
calendar-sun: Ἀν ἡλ. ὥρ. 6 λ.56.—Δύσις ὥρ. 4 λ. 41 [79, 351, 291, 365]
ali-text-5: τοῦ Ἀλὴ-Πασᾶ γραφείσης ὑπὸ τοῦ γνωστοῦ συγγραφέως πολλῶν ἱστορικῶν συγγραμμάτων κ. [1085, 791, 1355, 836]
row-label: Δημοσίων Ἔργων [42, 549, 143, 563]
kairoi-title: ΟΙ "ΚΑΙΡΟΙ" [440, 770, 601, 804]
doctor-hours: Ὧραι ἐπισκέψεων 10—12 π.μ. καὶ 3—5 μ. μ. πλὴν τῆς Κυριακῆς. [1094, 1471, 1346, 1501]
row-label: Μεταλλ. Λαυρίου [42, 534, 142, 548]
crete-subtitle: Ἡρακλειωτῶν [1165, 180, 1275, 195]
laryngologist-address: Ὁδὸς Αἰόλου ἀριθ. 119 ἀπέναντι τῆς Χρυσοσπηλαιωτίσσης. [1085, 1663, 1355, 1692]
table-row [42, 653, 328, 668]
page-number: 3 [1512, 130, 1526, 152]
col3-paragraph-1: ἄλλοτε καὶ ὁποῖα εἶνε τώρα, ἀποβάλλων τὴν προκατάληψιν καὶ τὸ πάθος, θὰ βιασθῇ νὰ ὁμολογήσῃ ὅτι χεὶρ Θεοῦ ἀληθῶς ὡδήγησε τὴν ἐκλογὴν τοῦ Σεβασμιωτάτου Γερμανοῦ εἰς τὸν Μητροπολιτικὸν τῶν Ἀθηνῶν θρόνον, ὅπως συγκρατηθῇ διὰ τῆς σπιδαρᾶς χειρός του, ἡ κατὰ τὰς πονηρὰς ταύτας ἡμέρας χαλαρωθεῖσα πειθαρχία καὶ τάξις εἰς τὰ ἐκκλησιαστικὰ πράγματα, καὶ ἀναστηλωθῇ τῆς Ἐκκλησίας ἡ σεμνὴ ἀξιοπρέπεια διὰ τῆς ἠθικοποιήσεως τοῦ Κλήρου, ἐκ τῆς εὐσταθοῦς δὲ ταύτης καὶ σωτηρίου ἐνεργείας προέκυψαν καὶ τινα ἐκ τούτου παράπονα τῶν κακοπραγούντων, εἰς τὰ ὁποῖα ὁ κόσμος ὁ γινώσκων τὰ πράγματα ἀπέδωκεν ἤδη τὴν δέουσαν σημασίαν. [714, 166, 1073, 346]
footer-ad-text: Εἰς τὸ ἄρτι κατασταθὲν ἐργοστάσιον λαιμοδετῶν ΧΡΥΣΙΚΟΠΟΥΛΟΥ ὁδὸς Σταδίου ἀριθ. 39 ἔφθασαν τ' ἀναμενόμενα ὑφάσματα Ἐκθέσεως ΛΥΟΝ ἀπὸ χθές. [838, 2243, 1351, 2269]
footer-ad-title: Η ΤΕΛΕΙΟΤΗΣ ΤΩΝ ΛΑΙΜΟΔΕΤΩΝ [908, 2217, 1281, 2242]
doctor-role: ΙΑΤΡΟΣ [1197, 1284, 1243, 1298]
table-row [42, 563, 328, 578]
pointing-hand-icon [715, 2218, 835, 2268]
laryngologist-speciality: Εἰδικὸς διὰ τὰ νοσήματα τῶν ἀναπνευστικῶν ὀργάνων [1123, 1601, 1317, 1632]
table-row [42, 728, 328, 743]
crete-title: Ἀδελφότης τῶν ἐκ Κρήτης [1112, 165, 1328, 180]
doctor-address: Διασταύρωσις ὁδῶν Αἰόλου ἀριθ. 96. καὶ Μιλτιάδου ἀριθ. 1. [1102, 1299, 1338, 1328]
adelfato-text: ὅτι ἐκτίθεται εἰς μειοδοτικὴν δημοπρασίαν τὴν προσεχῆ Κυριακὴν 19 τρ. ἡ προμήθεια τῶν καθ' ὅλον τὸ ἔτος 1896 καταναλωθησομένων ἐν τῷ Νοσοκομείῳ εἰδῶν παντοπωλείου, ἀρτοπωλείου, κρεοπωλείου καὶ λαχανοπωλείου, ὑφ' οὓς ὅρους διαλαμβάνει ἡ ὑπ' ἀριθ. 217 ἐ.ἔ. διακήρυξις, ἣν δύνανται νὰ λάβωσι γνῶσιν οἱ διαγωνισθησόμενοι, προσερχόμενοι εἰς τὸ γραφεῖον. Ἡ δημοπρασία διενεργηθήσεται ἀπὸ τῆς 10 μέχρι τῆς 12 ὥρας τῆς μεσημβρίας ἐν τῷ γραφείῳ τῶν Δημοσιονομικῶν. [714, 1136, 1073, 1272]
ali-bold-2: τοῦ Ἀλὴ-Πασᾶ [1166, 632, 1274, 648]
newspaper-title: ΣΚΡΙΠ [765, 130, 831, 152]
col2-paragraph-4: Μετὰ περισσῆς λαμπρότητος ἑωρτάσθη ἡ ἐπέτειος τῶν γάμων τῶν Βασιλέων Κάρλου καὶ Ἐλισάβετ. Πάνδημοι δοξολογίαι ἐτελέσθησαν πανταχοῦ τῆς χώρας καὶ πάμπολλα συγχαρητήρια τηλεγραφήματα ἐκ τε τοῦ ἐσωτερικοῦ καὶ ἐξωτερικοῦ διεβιβάσθησαν εἰς τὰ ἀνάκτορα. [340, 569, 701, 643]
article-georgikon-3: Νὰ εἰσθε πεπεισμένοι, ὅτι ὅλοι οἱ ἀγῶνες σας ὑπὲρ τῆς γεωργίας θὰ ἐξακολουθοῦν ἱκανοποιοῦντες τὰς ἀχορτάστους ὀρέξεις τῆς τοκογλυφίας ἐν Ἑλλάδι, καὶ μὴ βελτιώνοντες καὶ ἐνθαρρύνοντες οὐδόλως τὸν ἀγρότην, τὸν γεωργόν μας. [42, 1164, 328, 1254]
doctor-text: Ἐφαρμογὴ πασῶν τῶν νεωτάτων θεραπευτικῶν μεθόδων, ἰδιαίτατα δὲ τοῦ ὑπνωτισμοῦ, πάντων τῶν εἰδῶν τοῦ ἠλεκτρισμοῦ (διὰ τῶν τελειοτάτων ἠλεκτρικῶν μηχανημάτων) τῶν διαφόρων ἐνέσεων Sequ (ard, Paul, Cheron etc.), τῶν μαλάξεων, τῆς ἀναρτήσεως κτλ. [1085, 1330, 1355, 1434]
row-label: 1887 [42, 668, 71, 682]
row-value: 87 [313, 534, 328, 548]
row-label: 1889 [42, 683, 71, 697]
adelfato-title: ΤΟ ΑΔΕΛΦΑΤΟΝ ΤΟΥ ΔΗΜΟΤΙΚΟΥ ΝΟΣΟΚΟΜΕΙΟΥ «ΕΛΠΙΔΟΣ» [771, 1090, 1016, 1121]
row-value: 1.77 1/2 [281, 713, 328, 727]
column-rule [1079, 165, 1080, 2264]
exchange-table [42, 428, 328, 622]
ali-place: Ἐν Ἀθήναις ἐκδοτικὸν Κατάστημα [1121, 904, 1319, 918]
exchange-heading: ΧΡΗΜΑΤΙΣΤΗΡΙΟΝ [132, 394, 238, 409]
